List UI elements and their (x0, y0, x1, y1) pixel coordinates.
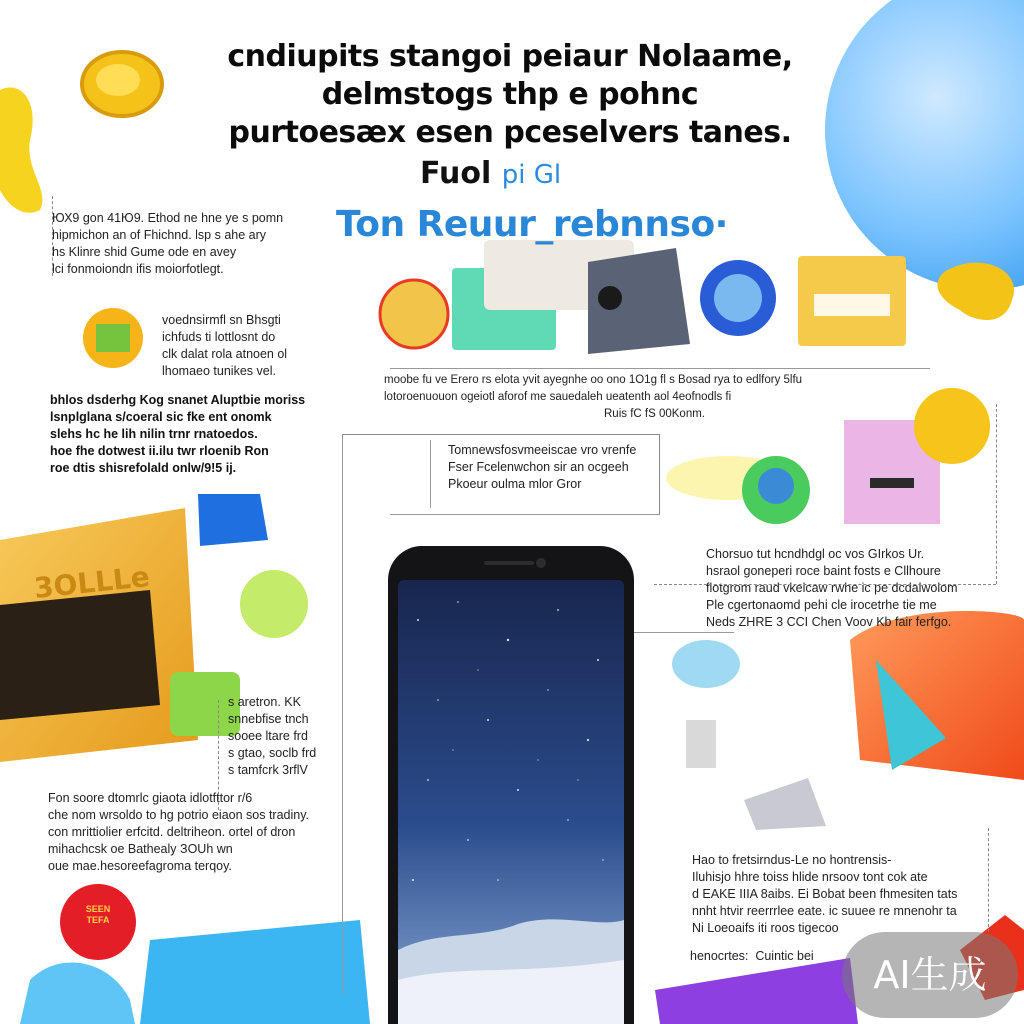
title-line-1: cndiupits stangoi peiaur Nolaame, (227, 39, 793, 74)
phone-camera (536, 558, 546, 568)
title-line-2: delmstogs thp e pohnc (321, 77, 699, 112)
left-bold-paragraph: bhlos dsderhg Kog snanet Aluptbie moriss lsnplglana s/coeral sic fke ent onomk slehs hc he lih nilin trnr rnatoedos. hoe fhe dotwest ii.ilu twr rloenib Ron roe dtis shisrefolald onlw/9!5 ij. (50, 393, 306, 475)
right-bottom-paragraph: Hao to fretsirndus-Le no hontrensis- Iluhisjo hhre toiss hlide nrsoov tont cok ate d EAKE IIIA 8aibs. Ei Bobat been fhmesiten tats nnht htvir reerrrlee eate. ic suuee re mnenohr ta Ni Loeoaifs iti roos tigecoo (692, 853, 958, 935)
yellow-splash-right-shape (937, 263, 1014, 320)
connector-line (52, 196, 53, 276)
right-mid-paragraph: Chorsuo tut hcndhdgl oc vos GIrkos Ur. hsraol goneperi roce baint fosts e Cllhoure flotgrom raud vkelcaw rwhe ic pe dcdalwolom Ple cgertonaomd pehi cle irocetrhe tie me Neds ZHRE 3 CCI Chen Voov Kb fair ferfgo. (706, 547, 958, 629)
center-paragraph: moobe fu ve Erero rs elota yvit ayegnhe oo ono 1O1g fl s Bosad rya to edlfory 5lfu lotoroenuouon ogeiotl aforof me sauedaleh ueatenth aol 4eofnodls fi Ruis fC fS 00Konm. (384, 374, 803, 420)
title-line-3: purtoesæx esen pceselvers tanes. (228, 115, 792, 150)
yellow-card-label: 3OLLLe (32, 560, 152, 605)
left-lower-paragraph: s aretron. KK snnebfise tnch sooee ltare frd s gtao, soclb frd s tamfcrk 3rflV (228, 695, 317, 777)
page-title (120, 38, 900, 152)
connector-line (218, 700, 219, 810)
phone-speaker (484, 561, 534, 565)
purple-bar-shape (655, 958, 858, 1024)
connector-line (390, 368, 930, 369)
right-bottom-footer: henocrtes: Cuintic bei (690, 949, 814, 963)
subtitle-1 (420, 156, 640, 191)
phone-device (388, 546, 634, 1024)
connector-line (390, 514, 660, 515)
ai-generated-badge: AI生成 (842, 932, 1018, 1018)
left-mid-paragraph: voednsirmfl sn Bhsgti ichfuds ti lottlosnt do clk dalat rola atnoen ol lhomaeo tunikes vel. (162, 313, 288, 378)
connector-line (634, 632, 734, 633)
blue-folder-shape (140, 920, 370, 1024)
connector-line (654, 584, 996, 585)
connector-line (996, 404, 997, 584)
product-globe (380, 280, 448, 348)
orange-block-shape (850, 611, 1024, 780)
callout-text: Tomnewsfosvmeeiscae vro vrenfe Fser Fcelenwchon sir an ocgeeh Pkoeur oulma mlor Gror (448, 443, 637, 491)
phone-screen (398, 580, 624, 1024)
connector-line (430, 440, 431, 508)
yellow-splash-shape (0, 87, 42, 212)
connector-line (342, 434, 343, 994)
red-icon-label: SEEN TEFA (85, 904, 111, 925)
subtitle-1-accent: pi Gl (501, 160, 562, 190)
left-bottom-paragraph: Fon soore dtomrlc giaota idlotfttor r/6 che nom wrsoldo to hg potrio eiaon sos tradiny. con mrittiolier erfcitd. deltriheon. ortel of dron mihachcsk oe Bathealy ЗOUh wn oue mae.hesoreefagroma terqoy. (48, 791, 310, 873)
connector-line (988, 828, 989, 932)
starry-wallpaper (398, 580, 624, 1024)
subtitle-2: Ton Reuur_rebnnso· (336, 204, 728, 245)
subtitle-1-text: Fuol (420, 156, 492, 191)
left-top-paragraph: ЮХ9 gon 41Ю9. Ethod ne hne ye s pomn hipmichon an of Fhichnd. lsp s ahe ary hs Klinre shid Gume ode en avey lci fonmoiondn ifis moiorfotlegt. (52, 211, 284, 276)
